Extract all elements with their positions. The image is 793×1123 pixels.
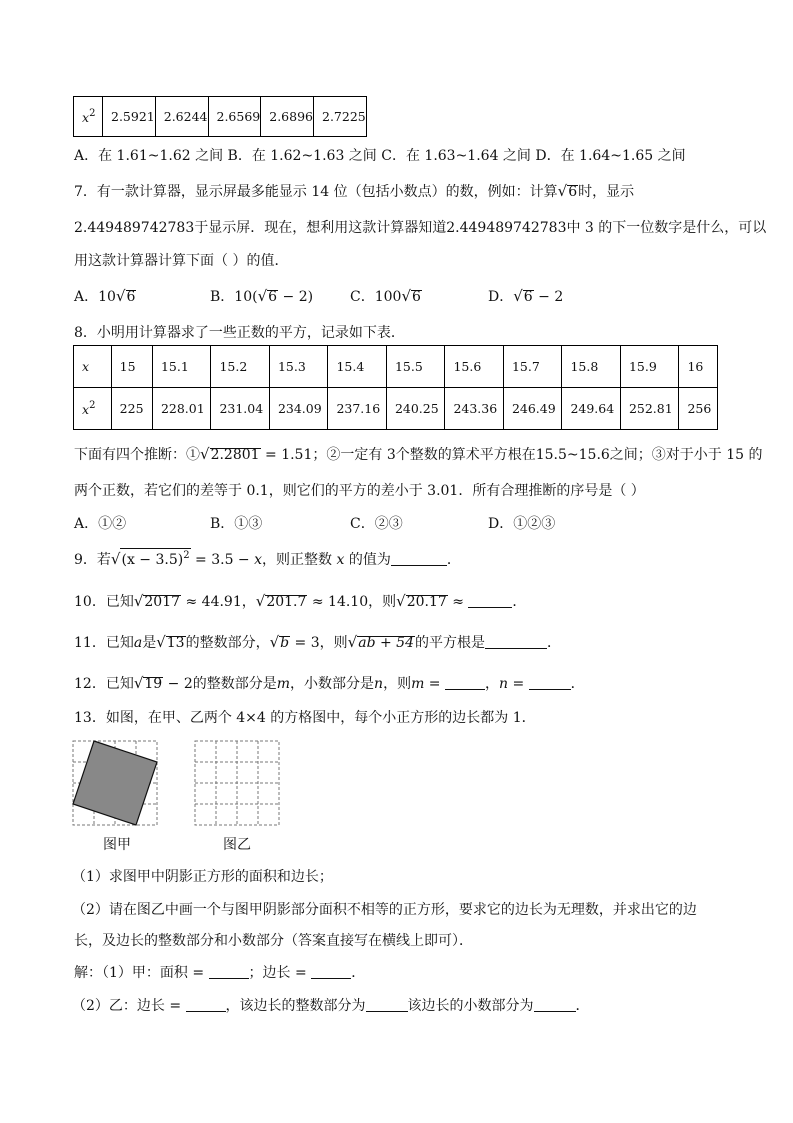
figure-jia xyxy=(72,740,158,826)
q7-option-c: C．100√6 xyxy=(350,287,421,305)
answer-blank[interactable] xyxy=(391,553,447,566)
table-cell: 228.01 xyxy=(152,388,211,430)
q13-intro: 13．如图，在甲、乙两个 4×4 的方格图中，每个小正方形的边长都为 1． xyxy=(74,710,536,726)
table-cell: 15.6 xyxy=(445,346,504,388)
table-cell: 15.1 xyxy=(152,346,211,388)
shaded-square xyxy=(73,741,157,825)
area-blank[interactable] xyxy=(209,966,249,979)
q10: 10．已知√2017 ≈ 44.91，√201.7 ≈ 14.10，则√20.17 ≈ ． xyxy=(74,592,527,610)
q12: 12．已知√19 − 2的整数部分是m，小数部分是n，则m = ，n = ． xyxy=(74,674,585,692)
q7-option-a: A．10√6 xyxy=(74,287,136,305)
table-squares xyxy=(73,345,718,430)
q7-line2: 2.449489742783于显示屏．现在，想利用这款计算器知道2.449489742783中 3 的下一位数字是什么，可以 xyxy=(74,220,767,236)
table-cell: 15.5 xyxy=(386,346,445,388)
table-cell: 15.7 xyxy=(503,346,562,388)
table-cell: 15.4 xyxy=(328,346,387,388)
table-cell: 237.16 xyxy=(328,388,387,430)
table-cell: 243.36 xyxy=(445,388,504,430)
table-cell: 15 xyxy=(111,346,152,388)
q7-line1: 7．有一款计算器，显示屏最多能显示 14 位（包括小数点）的数，例如：计算√6时，显示 xyxy=(74,182,635,200)
q13-solution-2: （2）乙：边长 = ，该边长的整数部分为 该边长的小数部分为 ． xyxy=(72,998,590,1014)
table-cell: 2.6244 xyxy=(155,97,208,137)
side-blank[interactable] xyxy=(186,999,226,1012)
table-cell: 2.7225 xyxy=(314,97,367,137)
table-cell: 256 xyxy=(679,388,718,430)
q11: 11．已知a是√13的整数部分，√b = 3，则√ab + 54的平方根是 ． xyxy=(74,633,561,651)
q8-option-d: D．①②③ xyxy=(488,516,556,532)
table-cell: 15.9 xyxy=(620,346,679,388)
answer-blank[interactable] xyxy=(485,636,547,649)
table-cell: 249.64 xyxy=(562,388,621,430)
table-cell: 231.04 xyxy=(211,388,270,430)
q8-option-c: C．②③ xyxy=(350,516,403,532)
q13-part2-line2: 长，及边长的整数部分和小数部分（答案直接写在横线上即可）． xyxy=(74,933,473,949)
table-row-label: $x^2$ xyxy=(74,388,112,430)
integer-part-blank[interactable] xyxy=(366,999,408,1012)
decimal-part-blank[interactable] xyxy=(534,999,576,1012)
q7-line3: 用这款计算器计算下面（ ）的值． xyxy=(74,253,289,269)
table-cell: 15.2 xyxy=(211,346,270,388)
q8-inferences-2: 两个正数，若它们的差等于 0.1，则它们的平方的差小于 3.01．所有合理推断的序号是（ ） xyxy=(74,483,645,499)
table-cell: 246.49 xyxy=(503,388,562,430)
table-cell: 225 xyxy=(111,388,152,430)
table-cell: 252.81 xyxy=(620,388,679,430)
table-cell: 2.5921 xyxy=(103,97,156,137)
q13-solution-1: 解：（1）甲：面积 = ；边长 = ． xyxy=(74,965,366,981)
answer-blank[interactable] xyxy=(445,677,485,690)
q8-option-b: B．①③ xyxy=(210,516,263,532)
table-row-label: $x^2$ xyxy=(74,97,103,137)
figure-yi-caption: 图乙 xyxy=(223,837,251,853)
table-cell: 15.3 xyxy=(269,346,328,388)
side-blank[interactable] xyxy=(311,966,351,979)
table-cell: 240.25 xyxy=(386,388,445,430)
q9: 9．若$√(x - 3.5)^2 = 3.5 - x$，则正整数 x 的值为 ． xyxy=(74,550,461,568)
q8-inferences-1: 下面有四个推断：①√2.2801 = 1.51；②一定有 3个整数的算术平方根在15.5~15.6之间；③对于小于 15 的 xyxy=(74,445,763,463)
q13-part2-line1: （2）请在图乙中画一个与图甲阴影部分面积不相等的正方形，要求它的边长为无理数，并求出它的边 xyxy=(72,902,697,918)
table-cell: 15.8 xyxy=(562,346,621,388)
figure-jia-caption: 图甲 xyxy=(103,837,131,853)
q7-option-d: D．√6 − 2 xyxy=(488,287,564,305)
table-x-squared xyxy=(73,96,367,137)
table-cell: 234.09 xyxy=(269,388,328,430)
table-cell: 2.6569 xyxy=(208,97,261,137)
table-cell: 16 xyxy=(679,346,718,388)
q13-part1: （1）求图甲中阴影正方形的面积和边长； xyxy=(72,869,333,885)
answer-blank[interactable] xyxy=(529,677,571,690)
q8-option-a: A．①② xyxy=(74,516,127,532)
table-cell: 2.6896 xyxy=(261,97,314,137)
figure-yi xyxy=(194,740,280,826)
q8-intro: 8．小明用计算器求了一些正数的平方，记录如下表． xyxy=(74,325,405,341)
q7-option-b: B．10(√6 − 2) xyxy=(210,287,314,305)
table-row-label: x xyxy=(74,346,112,388)
q6-options: A．在 1.61~1.62 之间 B．在 1.62~1.63 之间 C．在 1.63~1.64 之间 D．在 1.64~1.65 之间 xyxy=(74,148,686,164)
answer-blank[interactable] xyxy=(468,595,512,608)
